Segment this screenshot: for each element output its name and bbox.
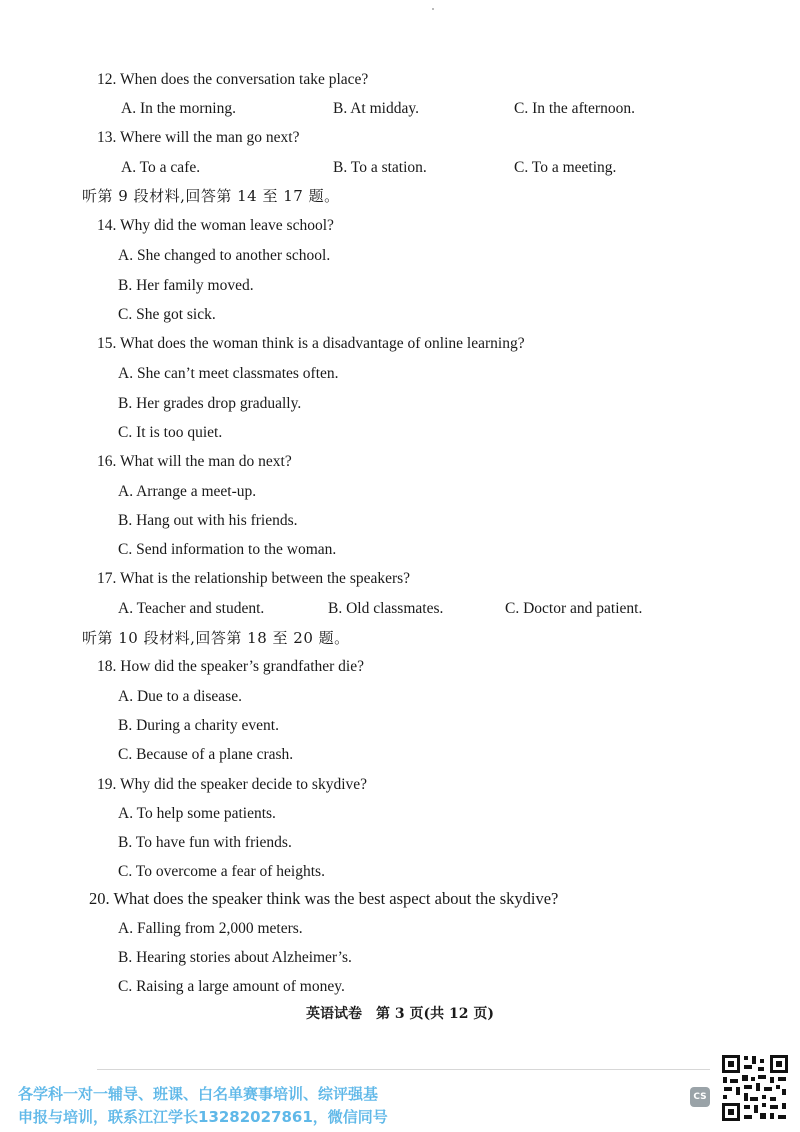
q17-option-b: B. Old classmates. (328, 600, 444, 617)
q17-option-c: C. Doctor and patient. (505, 600, 643, 617)
section-9-instruction: 听第 9 段材料,回答第 14 至 17 题。 (82, 187, 340, 205)
q12-option-a: A. In the morning. (121, 100, 236, 117)
q15-option-c: C. It is too quiet. (118, 424, 223, 441)
question-20-stem: 20. What does the speaker think was the best aspect about the skydive? (89, 889, 559, 908)
page-footer: 英语试卷 第 3 页(共 12 页) (306, 1006, 494, 1022)
q20-option-b: B. Hearing stories about Alzheimer’s. (118, 949, 352, 966)
promo-line-2: 申报与培训，联系江江学长13282027861，微信同号 (18, 1108, 388, 1126)
q16-option-b: B. Hang out with his friends. (118, 512, 298, 529)
q19-option-a: A. To help some patients. (118, 805, 276, 822)
scan-speck (432, 8, 434, 10)
question-17-stem: 17. What is the relationship between the speakers? (97, 570, 411, 587)
q18-option-a: A. Due to a disease. (118, 688, 242, 705)
divider-line (97, 1069, 710, 1070)
q17-option-a: A. Teacher and student. (118, 600, 265, 617)
q20-option-c: C. Raising a large amount of money. (118, 978, 345, 995)
section-10-instruction: 听第 10 段材料,回答第 18 至 20 题。 (82, 629, 350, 647)
question-13-stem: 13. Where will the man go next? (97, 129, 300, 146)
q15-option-a: A. She can’t meet classmates often. (118, 365, 339, 382)
question-12-stem: 12. When does the conversation take place? (97, 71, 369, 88)
question-16-stem: 16. What will the man do next? (97, 453, 292, 470)
question-14-stem: 14. Why did the woman leave school? (97, 217, 334, 234)
question-18-stem: 18. How did the speaker’s grandfather die? (97, 658, 364, 675)
q13-option-c: C. To a meeting. (514, 159, 617, 176)
camscanner-logo-icon: CS (690, 1087, 710, 1107)
qr-code-icon (720, 1053, 790, 1123)
q16-option-c: C. Send information to the woman. (118, 541, 337, 558)
q19-option-b: B. To have fun with friends. (118, 834, 292, 851)
question-15-stem: 15. What does the woman think is a disadvantage of online learning? (97, 335, 525, 352)
q12-option-b: B. At midday. (333, 100, 419, 117)
q20-option-a: A. Falling from 2,000 meters. (118, 920, 303, 937)
q14-option-c: C. She got sick. (118, 306, 216, 323)
q12-option-c: C. In the afternoon. (514, 100, 635, 117)
q18-option-c: C. Because of a plane crash. (118, 746, 294, 763)
q13-option-b: B. To a station. (333, 159, 427, 176)
q16-option-a: A. Arrange a meet-up. (118, 483, 257, 500)
q19-option-c: C. To overcome a fear of heights. (118, 863, 325, 880)
q18-option-b: B. During a charity event. (118, 717, 279, 734)
q14-option-a: A. She changed to another school. (118, 247, 331, 264)
q14-option-b: B. Her family moved. (118, 277, 254, 294)
promo-line-1: 各学科一对一辅导、班课、白名单赛事培训、综评强基 (18, 1085, 379, 1103)
q13-option-a: A. To a cafe. (121, 159, 201, 176)
q15-option-b: B. Her grades drop gradually. (118, 395, 302, 412)
question-19-stem: 19. Why did the speaker decide to skydive? (97, 776, 368, 793)
